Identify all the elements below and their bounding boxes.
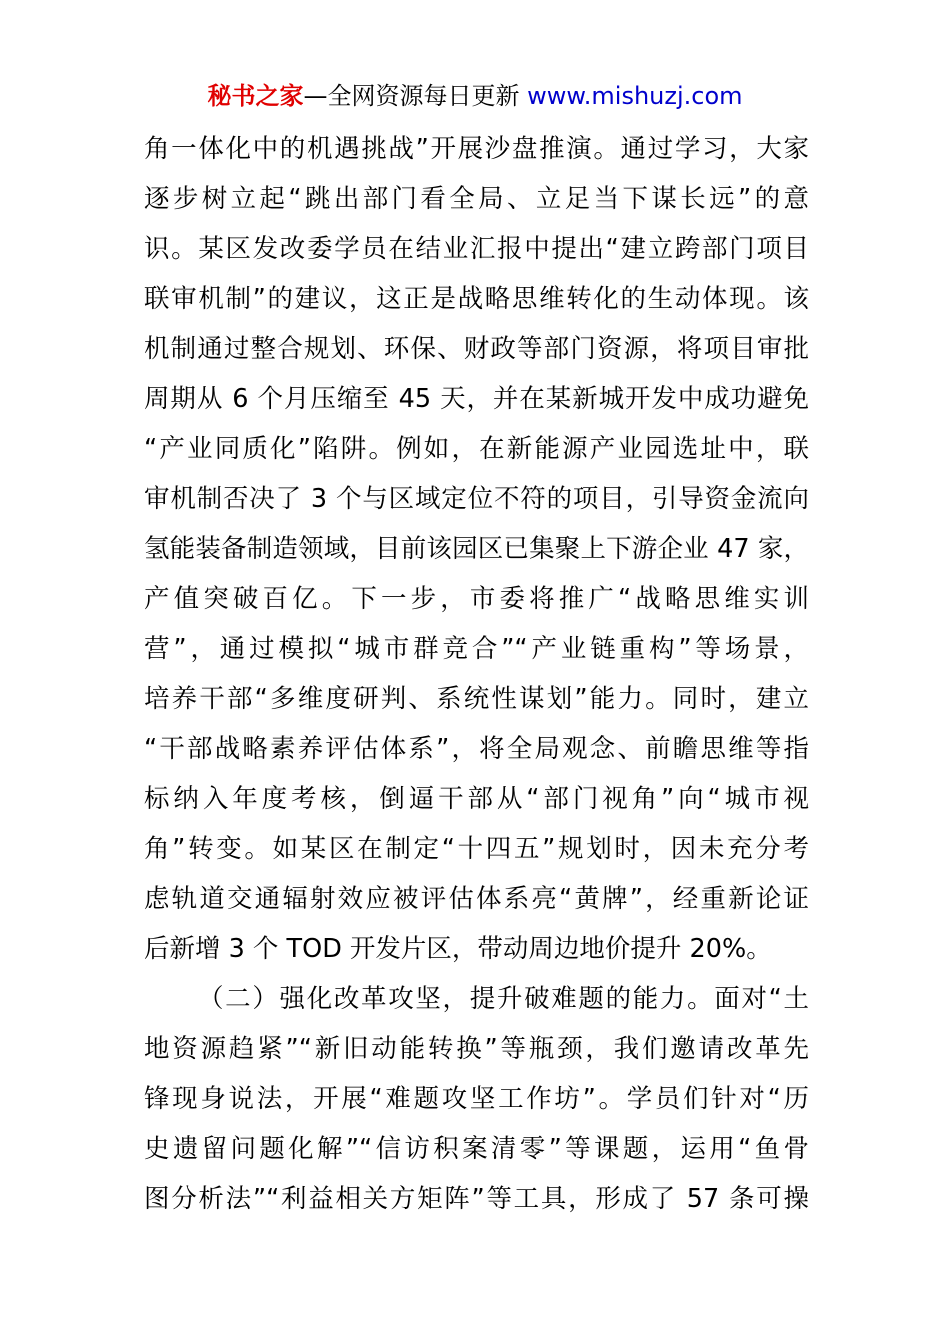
text-line: 史遗留问题化解”“信访积案清零”等课题，运用“鱼骨: [144, 1134, 809, 1164]
text-line: “产业同质化”陷阱。例如，在新能源产业园选址中，联: [144, 434, 809, 464]
text-line: （二）强化改革攻坚，提升破难题的能力。面对“土: [198, 984, 809, 1014]
text-line: 联审机制”的建议，这正是战略思维转化的生动体现。该: [144, 284, 809, 314]
text-line: 氢能装备制造领域，目前该园区已集聚上下游企业 47 家，: [144, 534, 809, 564]
document-body: [144, 124, 809, 1224]
text-line: “干部战略素养评估体系”，将全局观念、前瞻思维等指: [144, 734, 809, 764]
text-line: 标纳入年度考核，倒逼干部从“部门视角”向“城市视: [144, 784, 809, 814]
text-line: 角”转变。如某区在制定“十四五”规划时，因未充分考: [144, 834, 809, 864]
text-line: 图分析法”“利益相关方矩阵”等工具，形成了 57 条可操: [144, 1184, 809, 1214]
site-brand: 秘书之家: [207, 82, 304, 110]
text-line: 培养干部“多维度研判、系统性谋划”能力。同时，建立: [144, 684, 809, 714]
text-line: 锋现身说法，开展“难题攻坚工作坊”。学员们针对“历: [144, 1084, 809, 1114]
text-line: 产值突破百亿。下一步，市委将推广“战略思维实训: [144, 584, 809, 614]
text-line: 识。某区发改委学员在结业汇报中提出“建立跨部门项目: [144, 234, 809, 264]
site-tagline: —全网资源每日更新: [303, 82, 520, 110]
paragraph-2: [144, 974, 809, 1224]
text-line: 机制通过整合规划、环保、财政等部门资源，将项目审批: [144, 334, 809, 364]
text-line: 地资源趋紧”“新旧动能转换”等瓶颈，我们邀请改革先: [144, 1034, 809, 1064]
text-line: 审机制否决了 3 个与区域定位不符的项目，引导资金流向: [144, 484, 809, 514]
text-line: 逐步树立起“跳出部门看全局、立足当下谋长远”的意: [144, 184, 809, 214]
paragraph-1: [144, 124, 809, 974]
site-url-link[interactable]: www.mishuzj.com: [527, 82, 743, 110]
text-line: 虑轨道交通辐射效应被评估体系亮“黄牌”，经重新论证: [144, 884, 809, 914]
text-line: 后新增 3 个 TOD 开发片区，带动周边地价提升 20%。: [144, 934, 772, 964]
text-line: 营”，通过模拟“城市群竞合”“产业链重构”等场景，: [144, 634, 809, 664]
text-line: 周期从 6 个月压缩至 45 天，并在某新城开发中成功避免: [144, 384, 809, 414]
site-header: [0, 80, 950, 112]
text-line: 角一体化中的机遇挑战”开展沙盘推演。通过学习，大家: [144, 134, 809, 164]
